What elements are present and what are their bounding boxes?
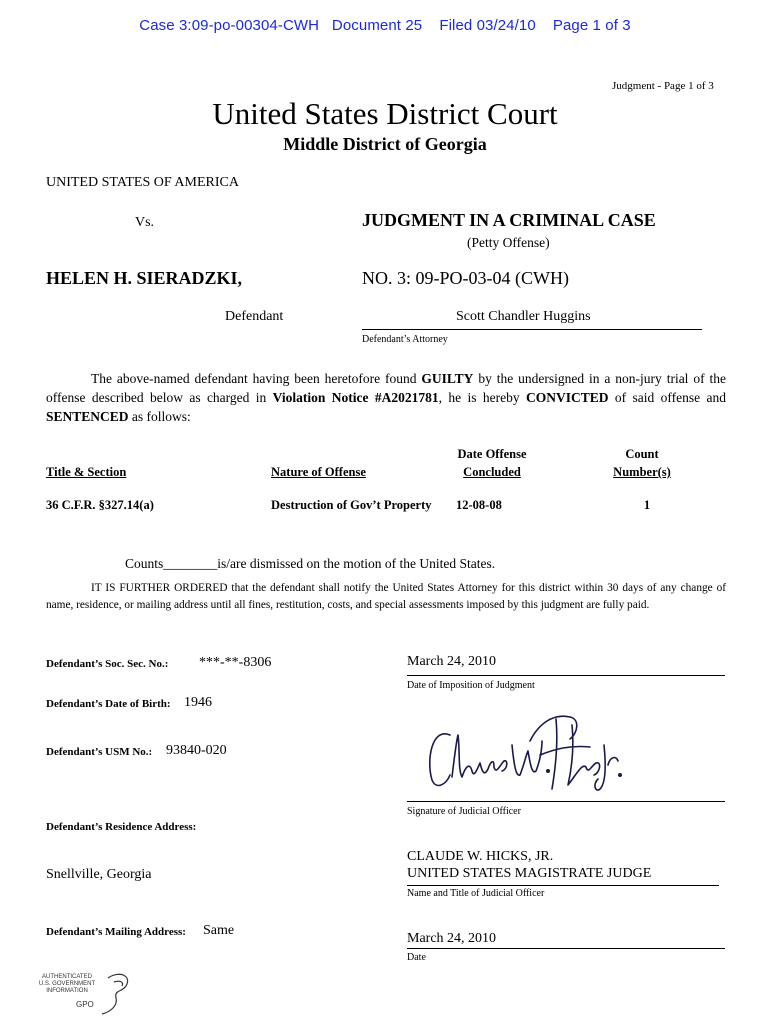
judge-signature xyxy=(420,705,630,800)
court-title: United States District Court xyxy=(212,96,558,131)
signature-label: Signature of Judicial Officer xyxy=(407,806,521,817)
header-date-line2: Concluded xyxy=(463,465,521,479)
violation-notice: Violation Notice #A2021781 xyxy=(272,390,439,405)
usm-label: Defendant’s USM No.: xyxy=(46,746,153,758)
judge-name: CLAUDE W. HICKS, JR. xyxy=(407,849,554,864)
residence-label: Defendant’s Residence Address: xyxy=(46,821,197,833)
stamp-case: Case 3:09-po-00304-CWH xyxy=(139,17,320,34)
defendant-label: Defendant xyxy=(225,309,284,324)
ssn-value: ***-**-8306 xyxy=(199,655,272,670)
convicted-word: CONVICTED xyxy=(526,390,609,405)
attorney-label: Defendant’s Attorney xyxy=(362,334,448,345)
stamp-page: Page 1 of 3 xyxy=(552,17,631,34)
gpo-authentication-logo xyxy=(36,968,136,1020)
header-count-line1: Count xyxy=(625,447,659,461)
imposition-date: March 24, 2010 xyxy=(407,654,497,669)
signature-scribble xyxy=(420,705,630,800)
usm-value: 93840-020 xyxy=(166,743,227,758)
defendant-name: HELEN H. SIERADZKI, xyxy=(46,268,243,288)
further-ordered-paragraph: IT IS FURTHER ORDERED that the defendant shall notify the United States Attorney for this district within 30 days of any change of name, residence, or mailing address until all fines, restitution, costs, and special assessments imposed by this judgment are fully paid. xyxy=(46,582,726,611)
counts-dismissed: Counts________is/are dismissed on the motion of the United States. xyxy=(125,556,496,571)
findings-text-2: by the undersigned in a non-jury trial of the offense described below as charged in xyxy=(46,371,726,405)
header-date-line1: Date Offense xyxy=(457,447,527,461)
gpo-mark: GPO xyxy=(76,1000,94,1009)
mailing-value: Same xyxy=(203,923,235,938)
row-title-section: 36 C.F.R. §327.14(a) xyxy=(46,498,154,512)
row-date: 12-08-08 xyxy=(456,498,502,512)
judgment-title: JUDGMENT IN A CRIMINAL CASE xyxy=(362,210,656,230)
gpo-line1: AUTHENTICATED xyxy=(42,974,92,980)
findings-text-5: as follows: xyxy=(128,409,191,424)
signed-date-line xyxy=(407,948,725,949)
case-number: NO. 3: 09-PO-03-04 (CWH) xyxy=(362,268,569,288)
header-title-section: Title & Section xyxy=(46,465,127,479)
dob-label: Defendant’s Date of Birth: xyxy=(46,698,171,710)
findings-text-3: , he is hereby xyxy=(438,390,527,405)
versus-label: Vs. xyxy=(135,215,155,230)
findings-text-4: of said offense and xyxy=(608,390,726,405)
attorney-signature-line xyxy=(362,329,702,330)
court-district: Middle District of Georgia xyxy=(283,134,487,154)
stamp-filed: Filed 03/24/10 xyxy=(439,17,536,34)
plaintiff-name: UNITED STATES OF AMERICA xyxy=(46,175,239,190)
judgment-subtitle: (Petty Offense) xyxy=(467,235,550,250)
name-title-label: Name and Title of Judicial Officer xyxy=(407,888,545,899)
stamp-document: Document 25 xyxy=(331,17,423,34)
sentenced-word: SENTENCED xyxy=(46,409,129,424)
guilty-word: GUILTY xyxy=(421,371,474,386)
signature-line xyxy=(407,801,725,802)
name-title-line xyxy=(407,885,719,886)
attorney-name: Scott Chandler Huggins xyxy=(456,309,591,324)
row-count: 1 xyxy=(643,498,651,512)
gpo-line3: INFORMATION xyxy=(46,988,88,994)
signed-date: March 24, 2010 xyxy=(407,931,497,946)
gpo-line2: U.S. GOVERNMENT xyxy=(38,981,96,987)
row-nature: Destruction of Gov’t Property xyxy=(271,498,432,512)
mailing-label: Defendant’s Mailing Address: xyxy=(46,926,186,938)
imposition-label: Date of Imposition of Judgment xyxy=(407,680,535,691)
header-count-line2: Number(s) xyxy=(613,465,671,479)
findings-text-1: The above-named defendant having been heretofore found xyxy=(91,371,422,386)
signed-date-label: Date xyxy=(407,952,426,963)
imposition-date-line xyxy=(407,675,725,676)
header-nature: Nature of Offense xyxy=(271,465,366,479)
findings-paragraph xyxy=(46,369,726,426)
judge-title: UNITED STATES MAGISTRATE JUDGE xyxy=(407,866,652,881)
dob-value: 1946 xyxy=(184,695,212,710)
residence-value: Snellville, Georgia xyxy=(46,867,152,882)
ssn-label: Defendant’s Soc. Sec. No.: xyxy=(46,658,169,670)
page-label: Judgment - Page 1 of 3 xyxy=(612,80,714,92)
electronic-filing-stamp xyxy=(0,17,770,34)
